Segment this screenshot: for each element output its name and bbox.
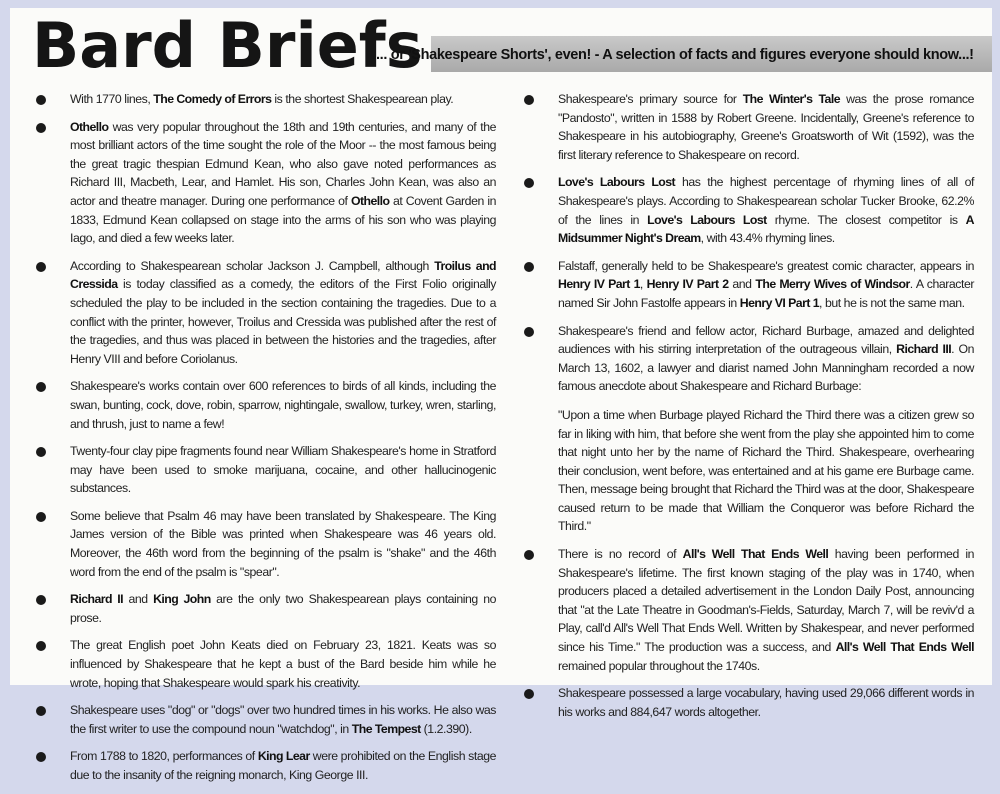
fact-item: [34, 590, 496, 627]
bullet-icon: [36, 447, 46, 457]
fact-text: Shakespeare's friend and fellow actor, Richard Burbage, amazed and delighted audiences with his stirring interpretation of the outrageous villain, Richard III. On March 13, 1602, a lawyer and diarist named John Manningham recorded a now famous anecdote about Shakespeare and Richard Burbage: "Upon a time when Burbage played Richard the Third there was a citizen grew so far in liking with him, that before she went from the play she appointed him to come that night unto her by the name of Richard the Third. Shakespeare, overhearing their conclusion, went before, was entertained and at his game ere Burbage came. Then, message being brought that Richard the Third was at the door, Shakespeare caused return to be made that William the Conqueror was before Richard the Third.": [558, 323, 975, 534]
fact-text: Twenty-four clay pipe fragments found near William Shakespeare's home in Stratford may have been used to smoke marijuana, cocaine, and other hallucinogenic substances.: [70, 444, 496, 496]
page-title: Bard Briefs: [32, 10, 431, 82]
fact-text: Shakespeare possessed a large vocabulary, having used 29,066 different words in his works and 884,647 words altogether.: [558, 686, 974, 719]
fact-item: [34, 507, 496, 581]
header: [10, 8, 992, 92]
fact-text: Falstaff, generally held to be Shakespeare's greatest comic character, appears in Henry IV Part 1, Henry IV Part 2 and The Merry Wives of Windsor. A character named Sir John Fastolfe appears in Henry VI Part 1, but he is not the same man.: [558, 258, 974, 310]
fact-text: Shakespeare's works contain over 600 references to birds of all kinds, including the swan, bunting, cock, dove, robin, sparrow, nightingale, swallow, turkey, wren, starling, and thrush, just to name a few!: [70, 379, 496, 431]
bullet-icon: [36, 512, 46, 522]
fact-text: Some believe that Psalm 46 may have been translated by Shakespeare. The King James version of the Bible was printed when Shakespeare was 46 years old. Moreover, the 46th word from the beginning of the psalm is "shake" and the 46th word from the end of the psalm is "spear".: [70, 508, 496, 579]
fact-text: Richard II and King John are the only two Shakespearean plays containing no prose.: [70, 592, 496, 625]
fact-item: [522, 90, 974, 164]
fact-item: [34, 377, 496, 433]
fact-item: [522, 684, 974, 721]
fact-item: [522, 545, 974, 675]
bullet-icon: [36, 382, 46, 392]
fact-text: The great English poet John Keats died on February 23, 1821. Keats was so influenced by Shakespeare that he kept a bust of the Bard beside him while he wrote, hoping that Shakespeare would spark his creativity.: [70, 638, 496, 690]
bullet-icon: [36, 706, 46, 716]
bullet-icon: [524, 95, 534, 105]
bullet-icon: [36, 595, 46, 605]
fact-item: [34, 636, 496, 692]
bullet-icon: [524, 550, 534, 560]
bullet-icon: [524, 327, 534, 337]
fact-text: With 1770 lines, The Comedy of Errors is the shortest Shakespearean play.: [70, 92, 454, 106]
fact-item: [34, 747, 496, 784]
bullet-icon: [36, 641, 46, 651]
fact-text: Shakespeare uses "dog" or "dogs" over two hundred times in his works. He also was the first writer to use the compound noun "watchdog", in The Tempest (1.2.390).: [70, 703, 496, 736]
bullet-icon: [524, 689, 534, 699]
fact-text: According to Shakespearean scholar Jackson J. Campbell, although Troilus and Cressida is today classified as a comedy, the editors of the First Folio originally scheduled the play to be included in the section containing the tragedies. Due to a conflict with the printer, however, Troilus and Cressida was published after the rest of the tragedies, and thus was placed in between the histories and the tragedies, after Henry VIII and before Coriolanus.: [70, 258, 496, 366]
bullet-icon: [36, 752, 46, 762]
bullet-icon: [36, 262, 46, 272]
left-column: [34, 90, 496, 794]
fact-item: [522, 173, 974, 247]
fact-item: [34, 90, 496, 109]
bullet-icon: [36, 123, 46, 133]
fact-item: [34, 257, 496, 369]
fact-text: Shakespeare's primary source for The Winter's Tale was the prose romance "Pandosto", written in 1588 by Robert Greene. Incidentally, Greene's reference to Shakespeare in his autobiography, Greene's Groatsworth of Wit (1592), was the first literary reference to Shakespeare on record.: [558, 92, 974, 162]
fact-item: [34, 442, 496, 498]
fact-text: Othello was very popular throughout the 18th and 19th centuries, and many of the most brilliant actors of the time sought the role of the Moor -- the most famous being the great tragic thespian Edmund Kean, who also gave noted performances as Richard III, Macbeth, Lear, and Hamlet. His son, Charles John Kean, was also an actor and theatre manager. During one performance of Othello at Covent Garden in 1833, Edmund Kean collapsed on stage into the arms of his son who was playing Iago, and died a few weeks later.: [70, 119, 496, 246]
fact-item: [34, 118, 496, 248]
bullet-icon: [524, 262, 534, 272]
fact-text: There is no record of All's Well That Ends Well having been performed in Shakespeare's lifetime. The first known staging of the play was in 1740, when producers placed a detailed advertisement in the London Daily Post, announcing that "at the Late Theatre in Goodman's-Fields, Saturday, March 7, will be reviv'd a Play, call'd All's Well That Ends Well. Written by Shakespear, and never performed since his Time." The production was a success, and All's Well That Ends Well remained popular throughout the 1740s.: [558, 547, 974, 673]
fact-item: [522, 257, 974, 313]
bullet-icon: [524, 178, 534, 188]
fact-text: From 1788 to 1820, performances of King Lear were prohibited on the English stage due to the insanity of the reigning monarch, King George III.: [70, 749, 496, 782]
right-column: [522, 90, 974, 730]
fact-item: [34, 701, 496, 738]
fact-text: Love's Labours Lost has the highest percentage of rhyming lines of all of Shakespeare's plays. According to Shakespearean scholar Tucker Brooke, 62.2% of the lines in Love's Labours Lost rhyme. The closest competitor is A Midsummer Night's Dream, with 43.4% rhyming lines.: [558, 175, 974, 246]
bullet-icon: [36, 95, 46, 105]
fact-item: [522, 322, 974, 537]
magazine-page: [10, 8, 992, 782]
page-subtitle: ... or 'Shakespeare Shorts', even! - A selection of facts and figures everyone should know...!: [376, 47, 974, 63]
